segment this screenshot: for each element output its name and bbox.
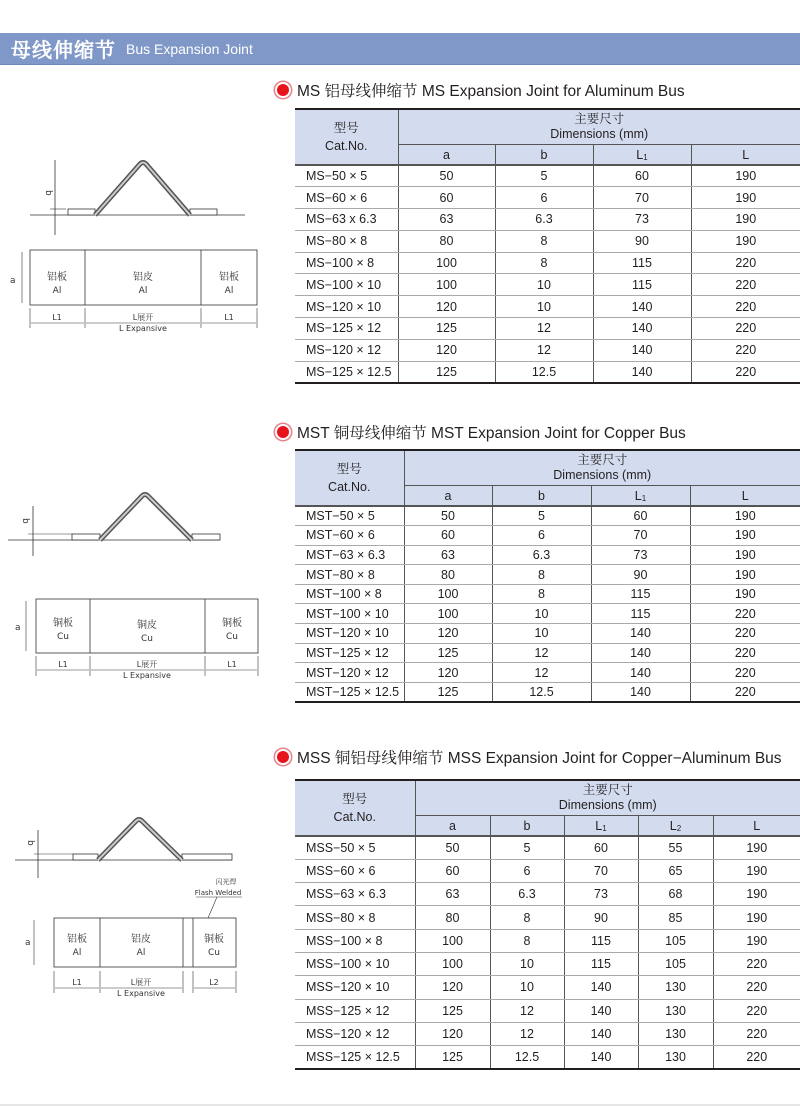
cat-no-cell: MS−50 × 5: [295, 165, 398, 187]
weld-label-cn: 闪光焊: [215, 878, 237, 886]
value-cell-l1: 90: [564, 906, 638, 929]
cat-no-cell: MSS−125 × 12: [295, 999, 415, 1022]
table-row: [295, 339, 800, 361]
b-label: b: [25, 840, 35, 846]
header-dimensions: [404, 450, 800, 486]
table-row: [295, 929, 800, 952]
value-cell-b: 12: [495, 318, 593, 340]
value-cell-b: 12: [490, 1022, 564, 1045]
value-cell-b: 12.5: [492, 682, 591, 702]
value-cell-l1: 140: [564, 1022, 638, 1045]
header-cat-en: Cat.No.: [325, 139, 368, 153]
value-cell-l: 190: [713, 836, 800, 859]
table-row: [295, 604, 800, 624]
value-cell-l1: 73: [593, 209, 691, 231]
column-header-a: a: [404, 486, 492, 507]
section-title-mst: [274, 421, 686, 443]
value-cell-l: 220: [690, 663, 800, 683]
cat-no-cell: MSS−120 × 12: [295, 1022, 415, 1045]
value-cell-l: 220: [691, 252, 800, 274]
value-cell-l: 220: [691, 274, 800, 296]
dim-left-label: L1: [58, 660, 68, 669]
left-plate-cn: 铜板: [53, 618, 73, 629]
value-cell-a: 100: [404, 584, 492, 604]
value-cell-b: 8: [495, 252, 593, 274]
value-cell-a: 120: [404, 624, 492, 644]
value-cell-a: 125: [404, 682, 492, 702]
value-cell-l2: 105: [638, 952, 713, 975]
section-title-text: MST 铜母线伸缩节 MST Expansion Joint for Copper Bus: [297, 425, 686, 442]
value-cell-b: 5: [495, 165, 593, 187]
value-cell-l2: 105: [638, 929, 713, 952]
value-cell-l1: 140: [593, 318, 691, 340]
value-cell-b: 8: [492, 584, 591, 604]
value-cell-l: 220: [691, 296, 800, 318]
column-header-b: b: [490, 816, 564, 837]
column-header-l: L: [691, 145, 800, 166]
table-row: [295, 682, 800, 702]
header-cat-no: [295, 450, 404, 506]
header-dim-en: Dimensions (mm): [553, 468, 652, 482]
table-row: [295, 663, 800, 683]
right-plate-cn: 铝板: [219, 272, 239, 283]
value-cell-l: 220: [713, 1046, 800, 1069]
value-cell-b: 6.3: [495, 209, 593, 231]
value-cell-l2: 85: [638, 906, 713, 929]
table-row: [295, 318, 800, 340]
cat-no-cell: MS−63 x 6.3: [295, 209, 398, 231]
dim-mid-en: L Expansive: [117, 989, 165, 998]
header-dim-en: Dimensions (mm): [550, 127, 649, 141]
cat-no-cell: MSS−63 × 6.3: [295, 883, 415, 906]
value-cell-l: 220: [691, 339, 800, 361]
column-header-l1: $L_1$: [564, 816, 638, 837]
value-cell-l: 220: [691, 361, 800, 383]
table-row: [295, 526, 800, 546]
value-cell-b: 6: [495, 187, 593, 209]
value-cell-a: 60: [398, 187, 495, 209]
bend-strip: [98, 820, 182, 861]
flat-plate-left: [68, 209, 95, 215]
column-header-l1: $L_1$: [591, 486, 690, 507]
value-cell-a: 100: [398, 274, 495, 296]
dim-right-label: L1: [224, 313, 234, 322]
value-cell-b: 5: [490, 836, 564, 859]
value-cell-a: 125: [415, 1046, 490, 1069]
cat-no-cell: MST−125 × 12: [295, 643, 404, 663]
value-cell-b: 10: [495, 296, 593, 318]
weld-leader: [208, 897, 217, 918]
table-row: [295, 906, 800, 929]
header-cat-cn: 型号: [336, 462, 362, 476]
value-cell-b: 6: [490, 859, 564, 882]
column-header-l2: $L_2$: [638, 816, 713, 837]
b-label: b: [43, 190, 53, 196]
mid-strip-cn: 铝皮: [133, 272, 153, 283]
a-label: a: [15, 623, 21, 633]
right-plate-cn: 铜板: [222, 618, 242, 629]
value-cell-l: 190: [691, 230, 800, 252]
cat-no-cell: MSS−100 × 8: [295, 929, 415, 952]
value-cell-a: 120: [398, 296, 495, 318]
cat-no-cell: MST−50 × 5: [295, 506, 404, 526]
value-cell-l: 220: [691, 318, 800, 340]
value-cell-l2: 130: [638, 976, 713, 999]
cat-no-cell: MS−120 × 12: [295, 339, 398, 361]
value-cell-l2: 68: [638, 883, 713, 906]
value-cell-a: 120: [398, 339, 495, 361]
right-plate-en: Al: [224, 286, 234, 296]
cat-no-cell: MSS−60 × 6: [295, 859, 415, 882]
value-cell-a: 63: [404, 545, 492, 565]
value-cell-l: 220: [690, 624, 800, 644]
value-cell-a: 100: [398, 252, 495, 274]
value-cell-a: 60: [415, 859, 490, 882]
value-cell-a: 50: [404, 506, 492, 526]
table-row: [295, 1046, 800, 1069]
left-plate-en: Cu: [57, 632, 69, 642]
value-cell-l1: 73: [564, 883, 638, 906]
b-label: b: [20, 518, 30, 524]
value-cell-a: 125: [398, 361, 495, 383]
dim-right-label: L1: [227, 660, 237, 669]
value-cell-a: 80: [398, 230, 495, 252]
dim-mid-cn: L展开: [132, 313, 154, 322]
cat-no-cell: MST−125 × 12.5: [295, 682, 404, 702]
value-cell-a: 80: [415, 906, 490, 929]
cat-no-cell: MS−120 × 10: [295, 296, 398, 318]
value-cell-a: 80: [404, 565, 492, 585]
value-cell-l1: 140: [564, 1046, 638, 1069]
dim-left-label: L1: [52, 313, 62, 322]
value-cell-a: 100: [404, 604, 492, 624]
value-cell-l1: 60: [564, 836, 638, 859]
header-cat-en: Cat.No.: [328, 480, 371, 494]
column-header-b: b: [495, 145, 593, 166]
header-cat-cn: 型号: [342, 792, 368, 806]
spec-table-mss: [295, 779, 800, 1070]
value-cell-l2: 55: [638, 836, 713, 859]
value-cell-l: 190: [690, 526, 800, 546]
value-cell-l: 190: [691, 187, 800, 209]
value-cell-a: 125: [404, 643, 492, 663]
value-cell-l1: 140: [593, 339, 691, 361]
value-cell-l1: 115: [591, 604, 690, 624]
column-header-a: a: [415, 816, 490, 837]
table-body: [295, 836, 800, 1069]
value-cell-b: 10: [490, 976, 564, 999]
table-body: [295, 506, 800, 702]
value-cell-b: 6.3: [492, 545, 591, 565]
value-cell-l: 220: [690, 643, 800, 663]
value-cell-a: 120: [415, 1022, 490, 1045]
table-row: [295, 976, 800, 999]
value-cell-a: 50: [415, 836, 490, 859]
a-label: a: [10, 276, 16, 286]
dim-mid-en: L Expansive: [119, 324, 167, 333]
value-cell-l: 220: [713, 1022, 800, 1045]
value-cell-b: 12: [492, 663, 591, 683]
bend-strip: [100, 495, 192, 541]
value-cell-l1: 140: [593, 296, 691, 318]
section-title-text: MS 铝母线伸缩节 MS Expansion Joint for Aluminum Bus: [297, 83, 685, 100]
cat-no-cell: MS−100 × 8: [295, 252, 398, 274]
value-cell-l1: 140: [593, 361, 691, 383]
column-header-l: L: [713, 816, 800, 837]
value-cell-b: 12: [492, 643, 591, 663]
table-row: [295, 859, 800, 882]
table-row: [295, 584, 800, 604]
value-cell-a: 125: [415, 999, 490, 1022]
header-dim-cn: 主要尺寸: [582, 783, 633, 797]
section-title-ms: [274, 79, 685, 101]
value-cell-l: 190: [690, 506, 800, 526]
table-row: [295, 952, 800, 975]
spec-table-mst: [295, 449, 800, 703]
dim-mid-cn: L展开: [136, 660, 158, 669]
value-cell-l: 190: [713, 883, 800, 906]
table-row: [295, 883, 800, 906]
value-cell-a: 63: [398, 209, 495, 231]
cat-no-cell: MS−80 × 8: [295, 230, 398, 252]
value-cell-l1: 140: [591, 663, 690, 683]
mid-strip-en: Al: [138, 286, 148, 296]
diagram-ms: [0, 140, 280, 345]
value-cell-l: 190: [713, 906, 800, 929]
value-cell-b: 8: [495, 230, 593, 252]
value-cell-a: 120: [415, 976, 490, 999]
value-cell-b: 6: [492, 526, 591, 546]
spec-table-ms: [295, 108, 800, 384]
value-cell-b: 8: [490, 906, 564, 929]
value-cell-b: 10: [490, 952, 564, 975]
value-cell-l: 190: [690, 545, 800, 565]
value-cell-l2: 65: [638, 859, 713, 882]
diagram-mss: [0, 808, 280, 1013]
right-plate-en: Cu: [208, 948, 220, 958]
value-cell-b: 12.5: [490, 1046, 564, 1069]
table-row: [295, 209, 800, 231]
column-header-a: a: [398, 145, 495, 166]
header-cat-cn: 型号: [333, 121, 359, 135]
cat-no-cell: MSS−50 × 5: [295, 836, 415, 859]
column-header-l1: $L_1$: [593, 145, 691, 166]
cat-no-cell: MSS−80 × 8: [295, 906, 415, 929]
value-cell-l: 220: [690, 682, 800, 702]
cat-no-cell: MS−60 × 6: [295, 187, 398, 209]
value-cell-b: 10: [492, 604, 591, 624]
header-dimensions: [415, 780, 800, 816]
value-cell-a: 60: [404, 526, 492, 546]
value-cell-l1: 73: [591, 545, 690, 565]
flat-plate-left: [73, 854, 98, 860]
value-cell-l: 190: [690, 565, 800, 585]
flat-plate-right: [192, 534, 220, 540]
section-title-text: MSS 铜铝母线伸缩节 MSS Expansion Joint for Copper−Aluminum Bus: [297, 750, 782, 767]
value-cell-b: 5: [492, 506, 591, 526]
value-cell-l2: 130: [638, 999, 713, 1022]
cat-no-cell: MST−100 × 8: [295, 584, 404, 604]
header-dim-cn: 主要尺寸: [574, 112, 625, 126]
value-cell-l1: 140: [591, 682, 690, 702]
value-cell-b: 8: [492, 565, 591, 585]
value-cell-l1: 140: [564, 999, 638, 1022]
page-title-en: Bus Expansion Joint: [126, 40, 253, 57]
table-row: [295, 361, 800, 383]
value-cell-l1: 140: [591, 643, 690, 663]
table-row: [295, 165, 800, 187]
value-cell-l1: 70: [593, 187, 691, 209]
header-cat-no: [295, 109, 398, 165]
left-plate-en: Al: [52, 286, 62, 296]
table-row: [295, 999, 800, 1022]
dim-mid-en: L Expansive: [123, 671, 171, 680]
value-cell-l2: 130: [638, 1046, 713, 1069]
column-header-b: b: [492, 486, 591, 507]
value-cell-a: 63: [415, 883, 490, 906]
left-plate-en: Al: [72, 948, 82, 958]
header-dimensions: [398, 109, 800, 145]
value-cell-a: 50: [398, 165, 495, 187]
header-cat-en: Cat.No.: [333, 810, 376, 824]
value-cell-b: 8: [490, 929, 564, 952]
value-cell-l1: 90: [593, 230, 691, 252]
cat-no-cell: MST−63 × 6.3: [295, 545, 404, 565]
value-cell-l1: 60: [591, 506, 690, 526]
table-row: [295, 187, 800, 209]
value-cell-b: 12.5: [495, 361, 593, 383]
table-row: [295, 836, 800, 859]
header-dim-cn: 主要尺寸: [577, 453, 628, 467]
cat-no-cell: MST−120 × 10: [295, 624, 404, 644]
table-row: [295, 624, 800, 644]
value-cell-l1: 115: [591, 584, 690, 604]
right-plate-cn: 铜板: [204, 934, 224, 945]
a-label: a: [25, 938, 31, 948]
cat-no-cell: MST−80 × 8: [295, 565, 404, 585]
page-title-cn: 母线伸缩节: [11, 38, 116, 62]
cat-no-cell: MS−125 × 12: [295, 318, 398, 340]
value-cell-l: 190: [713, 859, 800, 882]
cat-no-cell: MSS−100 × 10: [295, 952, 415, 975]
value-cell-b: 6.3: [490, 883, 564, 906]
table-row: [295, 274, 800, 296]
section-title-mss: [274, 746, 782, 768]
value-cell-a: 120: [404, 663, 492, 683]
diagram-mst: [0, 488, 280, 693]
header-cat-no: [295, 780, 415, 836]
cat-no-cell: MST−120 × 12: [295, 663, 404, 683]
table-row: [295, 506, 800, 526]
cat-no-cell: MSS−120 × 10: [295, 976, 415, 999]
page-header-banner: [0, 33, 800, 65]
cat-no-cell: MST−60 × 6: [295, 526, 404, 546]
table-row: [295, 545, 800, 565]
left-plate-cn: 铝板: [47, 272, 67, 283]
value-cell-l1: 115: [593, 274, 691, 296]
value-cell-a: 100: [415, 952, 490, 975]
value-cell-l2: 130: [638, 1022, 713, 1045]
value-cell-a: 125: [398, 318, 495, 340]
right-plate-en: Cu: [226, 632, 238, 642]
table-row: [295, 643, 800, 663]
value-cell-l: 190: [691, 209, 800, 231]
dim-right-label: L2: [209, 978, 219, 987]
flat-plate-right: [190, 209, 217, 215]
value-cell-b: 10: [495, 274, 593, 296]
value-cell-b: 12: [495, 339, 593, 361]
column-header-l: L: [690, 486, 800, 507]
value-cell-l1: 115: [593, 252, 691, 274]
value-cell-l1: 60: [593, 165, 691, 187]
weld-label-en: Flash Welded: [194, 889, 242, 897]
bullet-icon: [277, 426, 289, 438]
bend-strip: [95, 163, 190, 216]
table-body: [295, 165, 800, 383]
value-cell-b: 12: [490, 999, 564, 1022]
mid-strip-cn: 铜皮: [137, 620, 157, 631]
value-cell-a: 100: [415, 929, 490, 952]
value-cell-l: 190: [690, 584, 800, 604]
value-cell-l: 220: [690, 604, 800, 624]
header-dim-en: Dimensions (mm): [558, 798, 657, 812]
value-cell-b: 10: [492, 624, 591, 644]
table-row: [295, 252, 800, 274]
left-plate-cn: 铝板: [67, 934, 87, 945]
table-row: [295, 1022, 800, 1045]
cat-no-cell: MSS−125 × 12.5: [295, 1046, 415, 1069]
value-cell-l1: 70: [564, 859, 638, 882]
flat-plate-right: [182, 854, 232, 860]
flat-plate-left: [72, 534, 100, 540]
value-cell-l1: 115: [564, 929, 638, 952]
mid-strip-cn: 铝皮: [131, 934, 151, 945]
dim-left-label: L1: [72, 978, 82, 987]
bullet-icon: [277, 751, 289, 763]
value-cell-l1: 115: [564, 952, 638, 975]
value-cell-l: 190: [691, 165, 800, 187]
value-cell-l: 220: [713, 952, 800, 975]
table-row: [295, 296, 800, 318]
cat-no-cell: MST−100 × 10: [295, 604, 404, 624]
value-cell-l: 220: [713, 976, 800, 999]
bullet-icon: [277, 84, 289, 96]
value-cell-l: 190: [713, 929, 800, 952]
value-cell-l1: 140: [591, 624, 690, 644]
cat-no-cell: MS−125 × 12.5: [295, 361, 398, 383]
cat-no-cell: MS−100 × 10: [295, 274, 398, 296]
value-cell-l: 220: [713, 999, 800, 1022]
table-row: [295, 565, 800, 585]
dim-mid-cn: L展开: [130, 978, 152, 987]
table-row: [295, 230, 800, 252]
value-cell-l1: 140: [564, 976, 638, 999]
mid-strip-en: Cu: [141, 634, 153, 644]
value-cell-l1: 70: [591, 526, 690, 546]
value-cell-l1: 90: [591, 565, 690, 585]
mid-strip-en: Al: [136, 948, 146, 958]
